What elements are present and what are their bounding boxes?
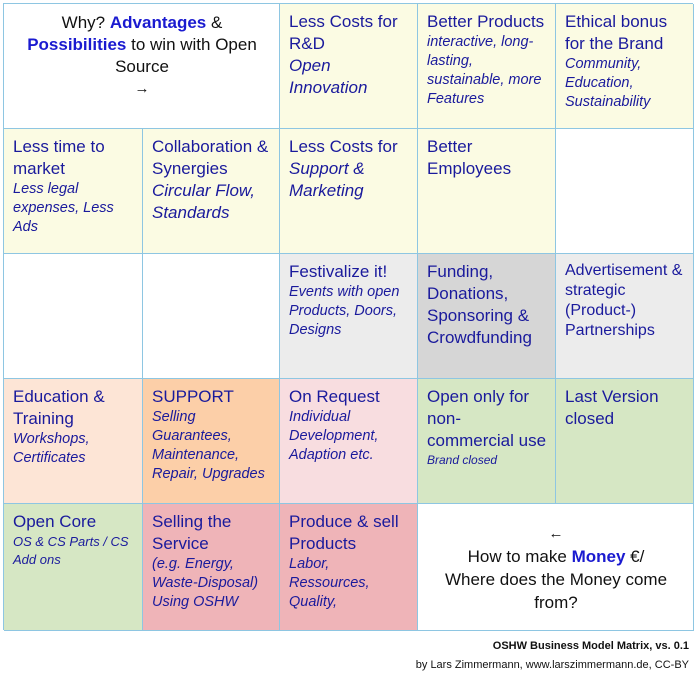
cell-subtitle: interactive, long-lasting, sustainable, more Features bbox=[427, 34, 542, 107]
cell-subtitle: Workshops, Certificates bbox=[13, 431, 90, 466]
matrix-credit: by Lars Zimmermann, www.larszimmermann.de, CC-BY bbox=[415, 659, 689, 671]
money-prefix: How to make bbox=[467, 547, 567, 566]
cell-subtitle: Brand closed bbox=[427, 453, 498, 467]
header-rest: to win with Open Source bbox=[115, 35, 257, 76]
cell-better-products bbox=[418, 4, 556, 129]
cell-title: Open only for non-commercial use bbox=[427, 387, 547, 450]
cell-subtitle: Individual Development, Adaption etc. bbox=[289, 409, 379, 463]
cell-non-commercial bbox=[418, 379, 556, 504]
money-question bbox=[418, 504, 694, 631]
right-arrow-icon: → bbox=[134, 80, 150, 97]
cell-support-costs bbox=[280, 129, 418, 254]
cell-subtitle: Selling Guarantees, Maintenance, Repair, Upgrades bbox=[152, 409, 265, 482]
cell-title: Produce & sell Products bbox=[289, 512, 399, 553]
cell-advertisement bbox=[556, 254, 694, 379]
cell-support bbox=[143, 379, 280, 504]
cell-title: On Request bbox=[289, 387, 380, 406]
cell-subtitle: (e.g. Energy, Waste-Disposal) Using OSHW bbox=[152, 556, 259, 610]
cell-title: Less Costs for R&D bbox=[289, 12, 398, 53]
cell-collaboration bbox=[143, 129, 280, 254]
cell-subtitle: Less legal expenses, Less Ads bbox=[13, 181, 114, 235]
cell-festivalize bbox=[280, 254, 418, 379]
cell-funding bbox=[418, 254, 556, 379]
cell-subtitle: OS & CS Parts / CS Add ons bbox=[13, 534, 129, 567]
cell-title: Last Version closed bbox=[565, 387, 659, 428]
cell-title: Better Products bbox=[427, 12, 545, 31]
cell-title: Better Employees bbox=[427, 137, 512, 178]
cell-title: Funding, Donations, Sponsoring & Crowdfunding bbox=[427, 262, 532, 347]
cell-selling-service bbox=[143, 504, 280, 631]
cell-last-version bbox=[556, 379, 694, 504]
money-rest: Where does the Money come from? bbox=[444, 570, 668, 612]
cell-title: Less time to market bbox=[13, 137, 105, 178]
cell-education bbox=[4, 379, 143, 504]
cell-subtitle: Community, Education, Sustainability bbox=[565, 56, 651, 110]
cell-subtitle: Open Innovation bbox=[289, 56, 368, 97]
cell-produce-sell bbox=[280, 504, 418, 631]
header-amp: & bbox=[210, 13, 223, 32]
cell-title: Festivalize it! bbox=[289, 262, 388, 281]
cell-subtitle: Labor, Ressources, Quality, bbox=[289, 556, 370, 610]
cell-better-employees bbox=[418, 129, 556, 254]
money-keyword: Money bbox=[571, 547, 626, 566]
matrix-title: OSHW Business Model Matrix, vs. 0.1 bbox=[492, 640, 689, 652]
header-advantages: Advantages bbox=[109, 13, 207, 32]
cell-title: Advertisement & strategic (Product-) Partnerships bbox=[565, 262, 683, 339]
business-model-matrix bbox=[3, 3, 693, 630]
cell-subtitle: Events with open Products, Doors, Designs bbox=[289, 284, 400, 338]
left-arrow-icon: ← bbox=[548, 525, 564, 542]
cell-title: Selling the Service bbox=[152, 512, 232, 553]
money-suffix: €/ bbox=[630, 547, 645, 566]
cell-empty bbox=[143, 254, 280, 379]
cell-empty bbox=[556, 129, 694, 254]
cell-time-to-market bbox=[4, 129, 143, 254]
cell-rd-costs bbox=[280, 4, 418, 129]
header-prefix: Why? bbox=[61, 13, 106, 32]
cell-subtitle: Support & Marketing bbox=[289, 159, 365, 200]
cell-ethical-bonus bbox=[556, 4, 694, 129]
cell-open-core bbox=[4, 504, 143, 631]
cell-subtitle: Circular Flow, Standards bbox=[152, 181, 255, 222]
cell-title: Open Core bbox=[13, 512, 97, 531]
cell-title: Education & Training bbox=[13, 387, 105, 428]
money-line bbox=[427, 545, 685, 568]
matrix-header bbox=[4, 4, 280, 129]
cell-on-request bbox=[280, 379, 418, 504]
cell-empty bbox=[4, 254, 143, 379]
cell-title: Less Costs for bbox=[289, 137, 398, 156]
cell-title: Ethical bonus for the Brand bbox=[565, 12, 668, 53]
cell-title: Collaboration & Synergies bbox=[152, 137, 269, 178]
cell-title: SUPPORT bbox=[152, 387, 234, 406]
header-possibilities: Possibilities bbox=[27, 35, 127, 54]
